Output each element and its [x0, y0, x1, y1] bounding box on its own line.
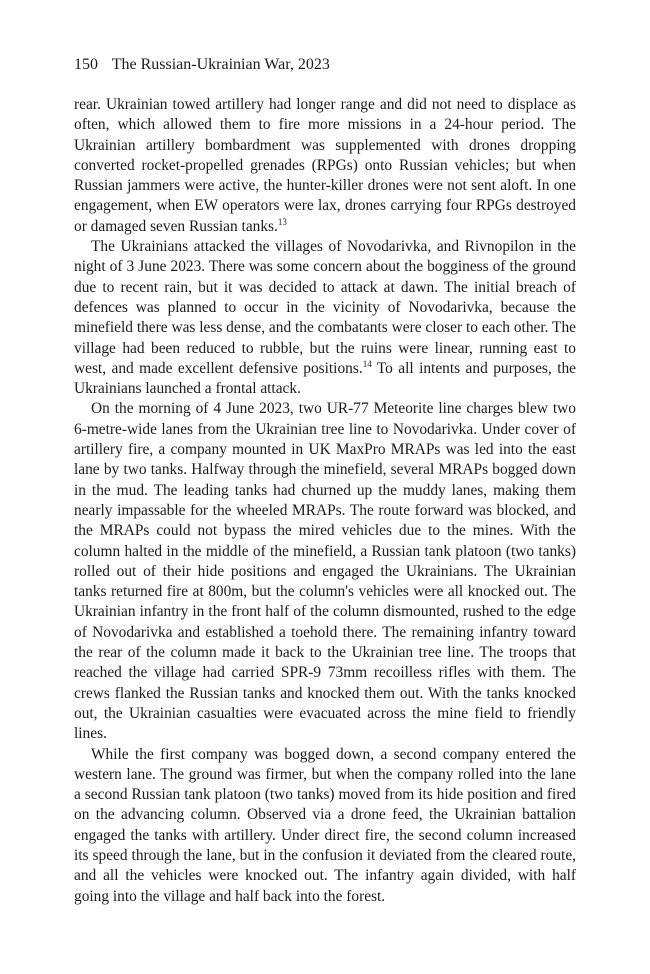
paragraph-text: rear. Ukrainian towed artillery had longer range and did not need to displace as often, which allowed them to fire more missions in a 24-hour period. The Ukrainian artillery bombardment was supplemented with drones dropping converted rocket-propelled grenades (RPGs) onto Russian vehicles; but when Russian jammers were active, the hunter-killer drones were not sent aloft. In one engagement, when EW operators were lax, drones carrying four RPGs destroyed or damaged seven Russian tanks.	[74, 96, 576, 235]
running-header	[74, 55, 576, 75]
paragraph-2	[74, 237, 576, 399]
footnote-marker: 14	[362, 358, 372, 369]
paragraph-text-continued: To all intents and purposes, the Ukrainians launched a frontal attack.	[74, 359, 576, 398]
page-number: 150	[74, 56, 98, 73]
paragraph-3	[74, 399, 576, 744]
body-text	[74, 95, 576, 907]
paragraph-4	[74, 745, 576, 907]
paragraph-text: While the first company was bogged down, a second company entered the western lane. The ground was firmer, but when the company rolled into the lane a second Russian tank platoon (two tanks) moved from its hide position and fired on the advancing column. Observed via a drone feed, the Ukrainian battalion engaged the tanks with artillery. Under direct fire, the second column increased its speed through the lane, but in the confusion it deviated from the cleared route, and all the vehicles were knocked out. The infantry again divided, with half going into the village and half back into the forest.	[74, 745, 576, 905]
paragraph-text: On the morning of 4 June 2023, two UR-77 Meteorite line charges blew two 6-metre-wide lanes from the Ukrainian tree line to Novodarivka. Under cover of artillery fire, a company mounted in UK MaxPro MRAPs was led into the east lane by two tanks. Halfway through the minefield, several MRAPs bogged down in the mud. The leading tanks had churned up the muddy lanes, making them nearly impassable for the wheeled MRAPs. The route forward was blocked, and the MRAPs could not bypass the mired vehicles due to the mines. With the column halted in the middle of the minefield, a Russian tank platoon (two tanks) rolled out of their hide positions and engaged the Ukrainians. The Ukrainian tanks returned fire at 800m, but the column's vehicles were all knocked out. The Ukrainian infantry in the front half of the column dismounted, rushed to the edge of Novodarivka and established a toehold there. The remaining infantry toward the rear of the column made it back to the Ukrainian tree line. The troops that reached the village had carried SPR-9 73mm recoilless rifles with them. The crews flanked the Russian tanks and knocked them out. With the tanks knocked out, the Ukrainian casualties were evacuated across the mine field to friendly lines.	[74, 400, 576, 743]
paragraph-text: The Ukrainians attacked the villages of Novodarivka, and Rivnopilon in the night of 3 June 2023. There was some concern about the bogginess of the ground due to recent rain, but it was decided to attack at dawn. The initial breach of defences was planned to occur in the vicinity of Novodarivka, because the minefield there was less dense, and the combatants were closer to each other. The village had been reduced to rubble, but the ruins were linear, running east to west, and made excellent defensive positions.	[74, 238, 576, 377]
paragraph-1	[74, 95, 576, 237]
footnote-marker: 13	[277, 216, 287, 227]
book-page	[74, 55, 576, 907]
book-title: The Russian-Ukrainian War, 2023	[111, 56, 330, 73]
